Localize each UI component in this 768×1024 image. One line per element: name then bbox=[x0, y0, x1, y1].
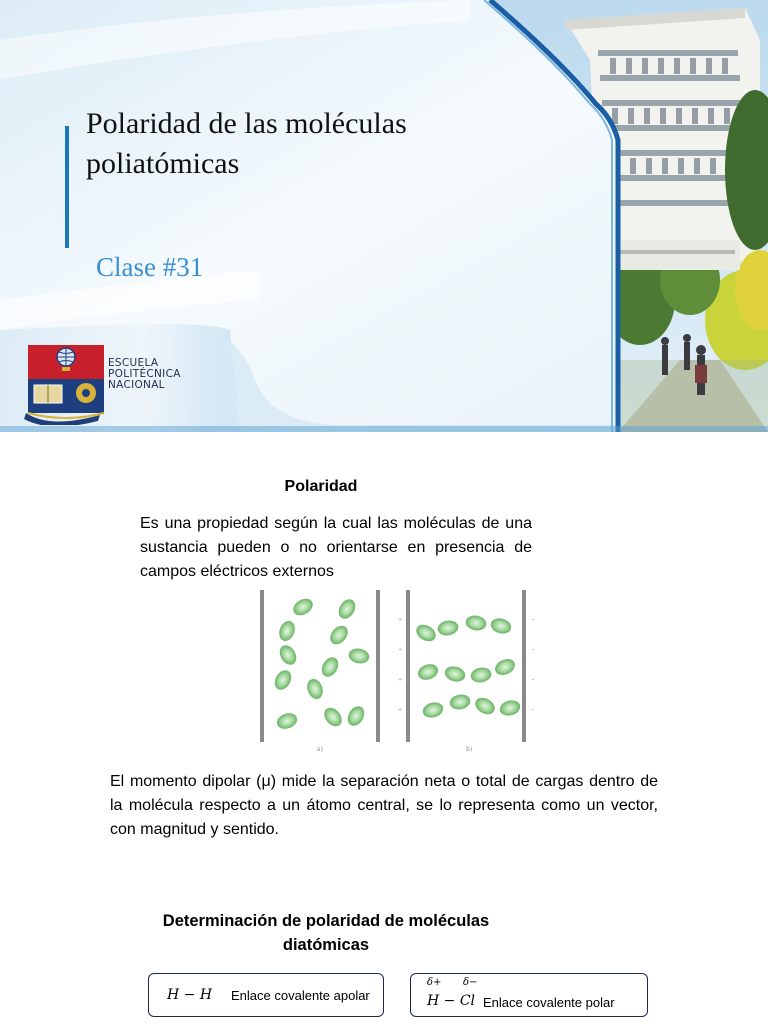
svg-text:+: + bbox=[398, 617, 403, 623]
bond-label: Enlace covalente polar bbox=[483, 995, 615, 1010]
logo-line: ESCUELA bbox=[108, 357, 159, 369]
molecule-orientation-figure bbox=[255, 585, 545, 755]
logo-name bbox=[108, 358, 181, 391]
bond-formula: H − Cl bbox=[427, 993, 476, 1009]
header-banner bbox=[0, 0, 768, 432]
figure-label-a: a) bbox=[317, 746, 323, 753]
logo-line: POLITÉCNICA bbox=[108, 368, 181, 380]
svg-text:−: − bbox=[531, 707, 536, 713]
bond-formula: H − H bbox=[167, 987, 213, 1003]
logo-line: NACIONAL bbox=[108, 379, 165, 391]
partial-charge-positive: δ+ bbox=[427, 977, 442, 988]
slide-subtitle: Clase #31 bbox=[96, 252, 204, 282]
slide-title: Polaridad de las moléculas poliatómicas bbox=[86, 107, 407, 180]
svg-text:+: + bbox=[398, 707, 403, 713]
svg-text:+: + bbox=[398, 647, 403, 653]
bond-label: Enlace covalente apolar bbox=[231, 988, 370, 1003]
figure-label-b: b) bbox=[466, 746, 473, 753]
svg-text:−: − bbox=[531, 617, 536, 623]
polaridad-definition: Es una propiedad según la cual las moléculas de una sustancia pueden o no orientarse en presencia de campos eléctricos externos bbox=[140, 515, 532, 580]
partial-charge-negative: δ− bbox=[463, 977, 478, 988]
polaridad-heading: Polaridad bbox=[284, 478, 358, 495]
svg-text:−: − bbox=[531, 677, 536, 683]
svg-text:+: + bbox=[398, 677, 403, 683]
svg-text:−: − bbox=[531, 647, 536, 653]
title-accent-bar bbox=[65, 126, 69, 248]
nonpolar-bond-box bbox=[148, 973, 384, 1017]
dipole-moment-text: El momento dipolar (μ) mide la separación neta o total de cargas dentro de la molécula respecto a un átomo central, se lo representa como un vector, con magnitud y sentido. bbox=[110, 773, 658, 838]
determination-heading: Determinación de polaridad de moléculas diatómicas bbox=[162, 912, 490, 954]
polar-bond-box bbox=[410, 973, 648, 1017]
